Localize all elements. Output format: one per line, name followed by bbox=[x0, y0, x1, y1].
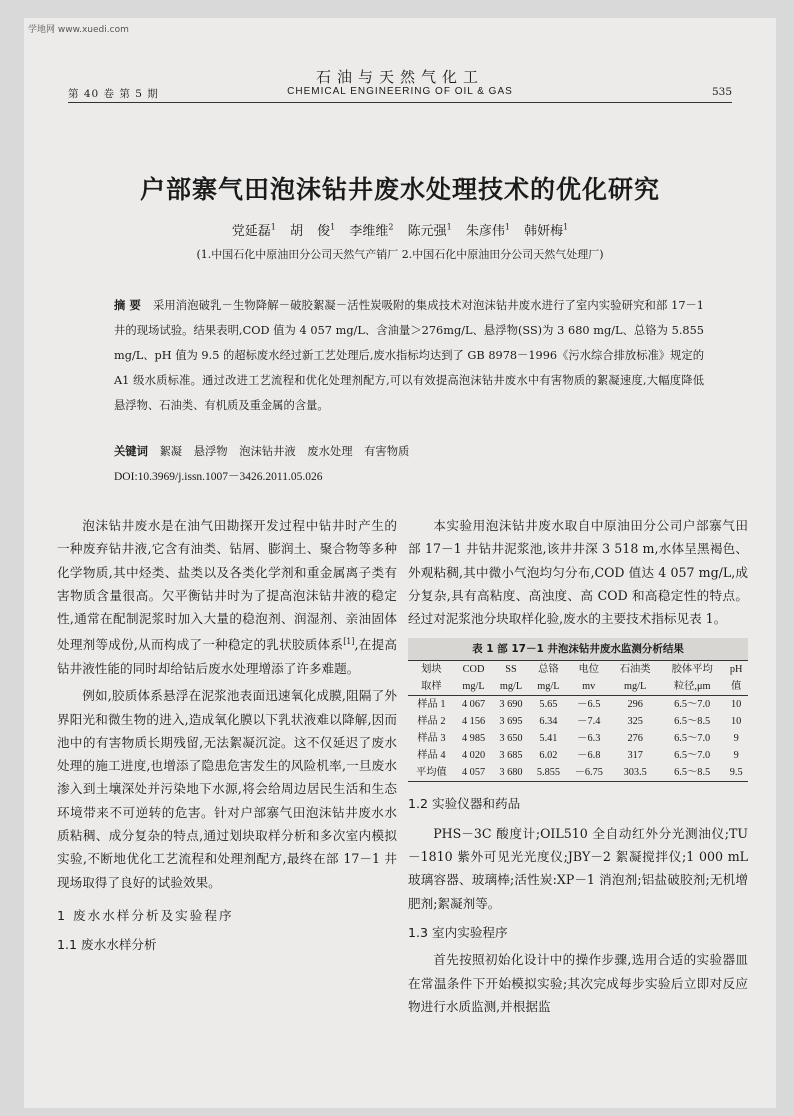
table-cell: 10 bbox=[731, 699, 742, 711]
keyword: 泡沫钻井液 bbox=[239, 445, 296, 458]
table-cell: 4 985 bbox=[461, 733, 486, 745]
table-title: 表 1 部 17－1 井泡沫钻井废水监测分析结果 bbox=[408, 638, 748, 660]
body-paragraph: 首先按照初始化设计中的操作步骤,选用合适的实验器皿在常温条件下开始模拟实验;其次完成每步实验后立即对反应物进行水质监测,并根据监 bbox=[408, 952, 748, 1014]
table-header-cell: 粒径,μm bbox=[660, 678, 724, 696]
table-cell: －6.8 bbox=[577, 750, 601, 762]
author: 朱彦伟$^1$ bbox=[465, 222, 510, 239]
table-cell: 6.34 bbox=[539, 716, 558, 728]
keyword: 悬浮物 bbox=[193, 445, 228, 458]
table-cell: 4 057 bbox=[455, 764, 492, 782]
keywords bbox=[114, 443, 409, 459]
table-row bbox=[408, 730, 748, 747]
table-cell: 平均值 bbox=[408, 764, 455, 782]
table-cell: 样品 4 bbox=[417, 750, 446, 762]
table-cell: 9 bbox=[733, 750, 739, 762]
author: 党延磊$^1$ bbox=[231, 222, 276, 239]
table-cell: 样品 1 bbox=[417, 699, 446, 711]
table-cell: 276 bbox=[627, 733, 643, 745]
paper-title: 户部寨气田泡沫钻井废水处理技术的优化研究 bbox=[139, 175, 660, 204]
author: 胡 俊$^1$ bbox=[290, 222, 336, 239]
table-header-cell: mg/L bbox=[455, 678, 492, 696]
table-cell: 6.5～7.0 bbox=[674, 699, 711, 711]
body-paragraph: 本实验用泡沫钻井废水取自中原油田分公司户部寨气田部 17－1 井钻井泥浆池,该井井深 3 518 m,水体呈黑褐色、外观粘稠,其中微小气泡均匀分布,COD 值达 4 057 mg/L,成分复杂,具有高粘度、高浊度、高 COD 和高稳定性的特点。经过对泥浆池分块取样化验,废水的主要技术指标见表 1。 bbox=[408, 518, 748, 627]
paper-page bbox=[24, 18, 776, 1108]
table-cell: －6.75 bbox=[567, 764, 610, 782]
author: 陈元强$^1$ bbox=[407, 222, 452, 239]
left-column bbox=[57, 514, 397, 957]
table-header-cell: 值 bbox=[724, 678, 748, 696]
table-header-cell: 石油类 bbox=[610, 661, 660, 679]
citation-ref: [1] bbox=[343, 637, 355, 647]
table-header-cell: mg/L bbox=[610, 678, 660, 696]
table-cell: －6.3 bbox=[577, 733, 601, 745]
table-header-row bbox=[408, 678, 748, 696]
table-cell: 3 685 bbox=[499, 750, 523, 762]
table-header-cell: 总铬 bbox=[530, 661, 567, 679]
table-cell: 6.5～8.5 bbox=[674, 716, 711, 728]
table-row bbox=[408, 696, 748, 714]
table-cell: －7.4 bbox=[577, 716, 601, 728]
table-cell: 9.5 bbox=[724, 764, 748, 782]
author-list bbox=[24, 220, 776, 239]
body-paragraph: 泡沫钻井废水是在油气田勘探开发过程中钻井时产生的一种废弃钻井液,它含有油类、钻屑、膨润土、聚合物等多种化学物质,其中烃类、盐类以及各类化学剂和重金属离子类有害物质含量很高。欠平衡钻井时为了提高泡沫钻井液的稳定性,通常在配制泥浆时加入大量的稳泡剂、润湿剂、亲油固体处理剂等成份,从而构成了一种稳定的乳状胶质体系[1],在提高钻井液性能的同时却给钻后废水处理增添了许多难题。 bbox=[57, 518, 397, 676]
table-header-cell: 胶体平均 bbox=[660, 661, 724, 679]
keyword: 絮凝 bbox=[159, 445, 183, 458]
author: 韩妍梅$^1$ bbox=[524, 222, 569, 239]
doi: DOI:10.3969/j.issn.1007－3426.2011.05.026 bbox=[114, 471, 323, 483]
abstract-text: 采用消泡破乳－生物降解－破胶絮凝－活性炭吸附的集成技术对泡沫钻井废水进行了室内实验研究和部 17－1 井的现场试验。结果表明,COD 值为 4 057 mg/L、含油量＞276mg/L、悬浮物(SS)为 3 680 mg/L、总铬为 5.855 mg/L、pH 值为 9.5 的超标废水经过新工艺处理后,废水指标均达到了 GB 8978－1996《污水综合排放标准》规定的 A1 级水质标准。通过改进工艺流程和优化处理剂配方,可以有效提高泡沫钻井废水中有害物质的絮凝速度,大幅度降低悬浮物、石油类、有机质及重金属的含量。 bbox=[114, 299, 704, 412]
body-paragraph: 例如,胶质体系悬浮在泥浆池表面迅速氧化成膜,阻隔了外界阳光和微生物的进入,造成氧化膜以下乳状液难以降解,因而池中的有害物质长期残留,无法絮凝沉淀。这不仅延迟了废水处理的施工进度,也增添了隐患危害发生的风险机率,一旦废水渗入到土壤深处并污染地下水源,将会给周边居民生活和生态环境带来不可逆转的危害。针对户部寨气田泡沫钻井废水水质粘稠、成分复杂的特点,通过划块取样分析和多次室内模拟实验,不断地优化工艺流程和处理剂配方,最终在部 17－1 井现场取得了良好的试验效果。 bbox=[57, 688, 397, 890]
table-cell: 4 020 bbox=[461, 750, 486, 762]
data-table bbox=[408, 638, 748, 782]
table-header-cell: 划块 bbox=[408, 661, 455, 679]
table-cell: 6.5～7.0 bbox=[674, 750, 711, 762]
table-cell: 4 156 bbox=[461, 716, 486, 728]
issue-info: 第 40 卷 第 5 期 bbox=[68, 88, 159, 100]
table-header-cell: 电位 bbox=[567, 661, 610, 679]
subsection-heading: 1.2 实验仪器和药品 bbox=[408, 796, 521, 812]
journal-title-en: CHEMICAL ENGINEERING OF OIL & GAS bbox=[287, 86, 513, 97]
table-cell: 5.41 bbox=[539, 733, 558, 745]
table-cell: 6.02 bbox=[539, 750, 558, 762]
table-header-cell: COD bbox=[455, 661, 492, 679]
table-cell: 325 bbox=[627, 716, 643, 728]
table-cell: 4 067 bbox=[461, 699, 486, 711]
table-row bbox=[408, 713, 748, 730]
table-cell: 10 bbox=[731, 716, 742, 728]
table-cell: 5.855 bbox=[530, 764, 567, 782]
page-number: 535 bbox=[711, 86, 732, 98]
abstract bbox=[114, 293, 704, 418]
table bbox=[408, 660, 748, 782]
subsection-heading: 1.3 室内实验程序 bbox=[408, 924, 508, 940]
keyword: 废水处理 bbox=[307, 445, 353, 458]
table-row bbox=[408, 764, 748, 782]
table-cell: 3 695 bbox=[499, 716, 523, 728]
table-cell: 样品 2 bbox=[417, 716, 446, 728]
table-header-cell: 取样 bbox=[408, 678, 455, 696]
table-cell: 样品 3 bbox=[417, 733, 446, 745]
affiliation: (1.中国石化中原油田分公司天然气产销厂 2.中国石化中原油田分公司天然气处理厂) bbox=[196, 248, 604, 261]
section-heading: 1 废水水样分析及实验程序 bbox=[57, 907, 234, 923]
table-cell: 3 690 bbox=[499, 699, 523, 711]
table-header-cell: pH bbox=[724, 661, 748, 679]
table-header-cell: mg/L bbox=[530, 678, 567, 696]
table-header-cell: SS bbox=[492, 661, 529, 679]
table-header-row bbox=[408, 661, 748, 679]
table-cell: 6.5～8.5 bbox=[660, 764, 724, 782]
table-cell: 3 680 bbox=[492, 764, 529, 782]
table-cell: 6.5～7.0 bbox=[674, 733, 711, 745]
subsection-heading: 1.1 废水水样分析 bbox=[57, 937, 157, 953]
abstract-label: 摘 要 bbox=[114, 299, 141, 312]
table-cell: －6.5 bbox=[577, 699, 601, 711]
table-cell: 296 bbox=[627, 699, 643, 711]
table-cell: 3 650 bbox=[499, 733, 523, 745]
table-header-cell: mg/L bbox=[492, 678, 529, 696]
journal-title-cn: 石油与天然气化工 bbox=[315, 68, 484, 86]
keywords-label: 关键词 bbox=[114, 445, 148, 458]
table-row bbox=[408, 747, 748, 764]
right-column bbox=[408, 514, 748, 1018]
table-header-cell: mv bbox=[567, 678, 610, 696]
table-cell: 317 bbox=[627, 750, 643, 762]
site-watermark: 学地网 www.xuedi.com bbox=[28, 25, 129, 35]
author: 李维维$^2$ bbox=[349, 222, 394, 239]
header-rule bbox=[68, 102, 732, 103]
table-cell: 303.5 bbox=[610, 764, 660, 782]
keyword: 有害物质 bbox=[364, 445, 410, 458]
table-cell: 9 bbox=[733, 733, 739, 745]
body-paragraph: PHS－3C 酸度计;OIL510 全自动红外分光测油仪;TU－1810 紫外可见光光度仪;JBY－2 絮凝搅拌仪;1 000 mL 玻璃容器、玻璃棒;活性炭:XP－1 消泡剂;铝盐破胶剂;无机增肥剂;絮凝剂等。 bbox=[408, 825, 748, 911]
table-cell: 5.65 bbox=[539, 699, 558, 711]
